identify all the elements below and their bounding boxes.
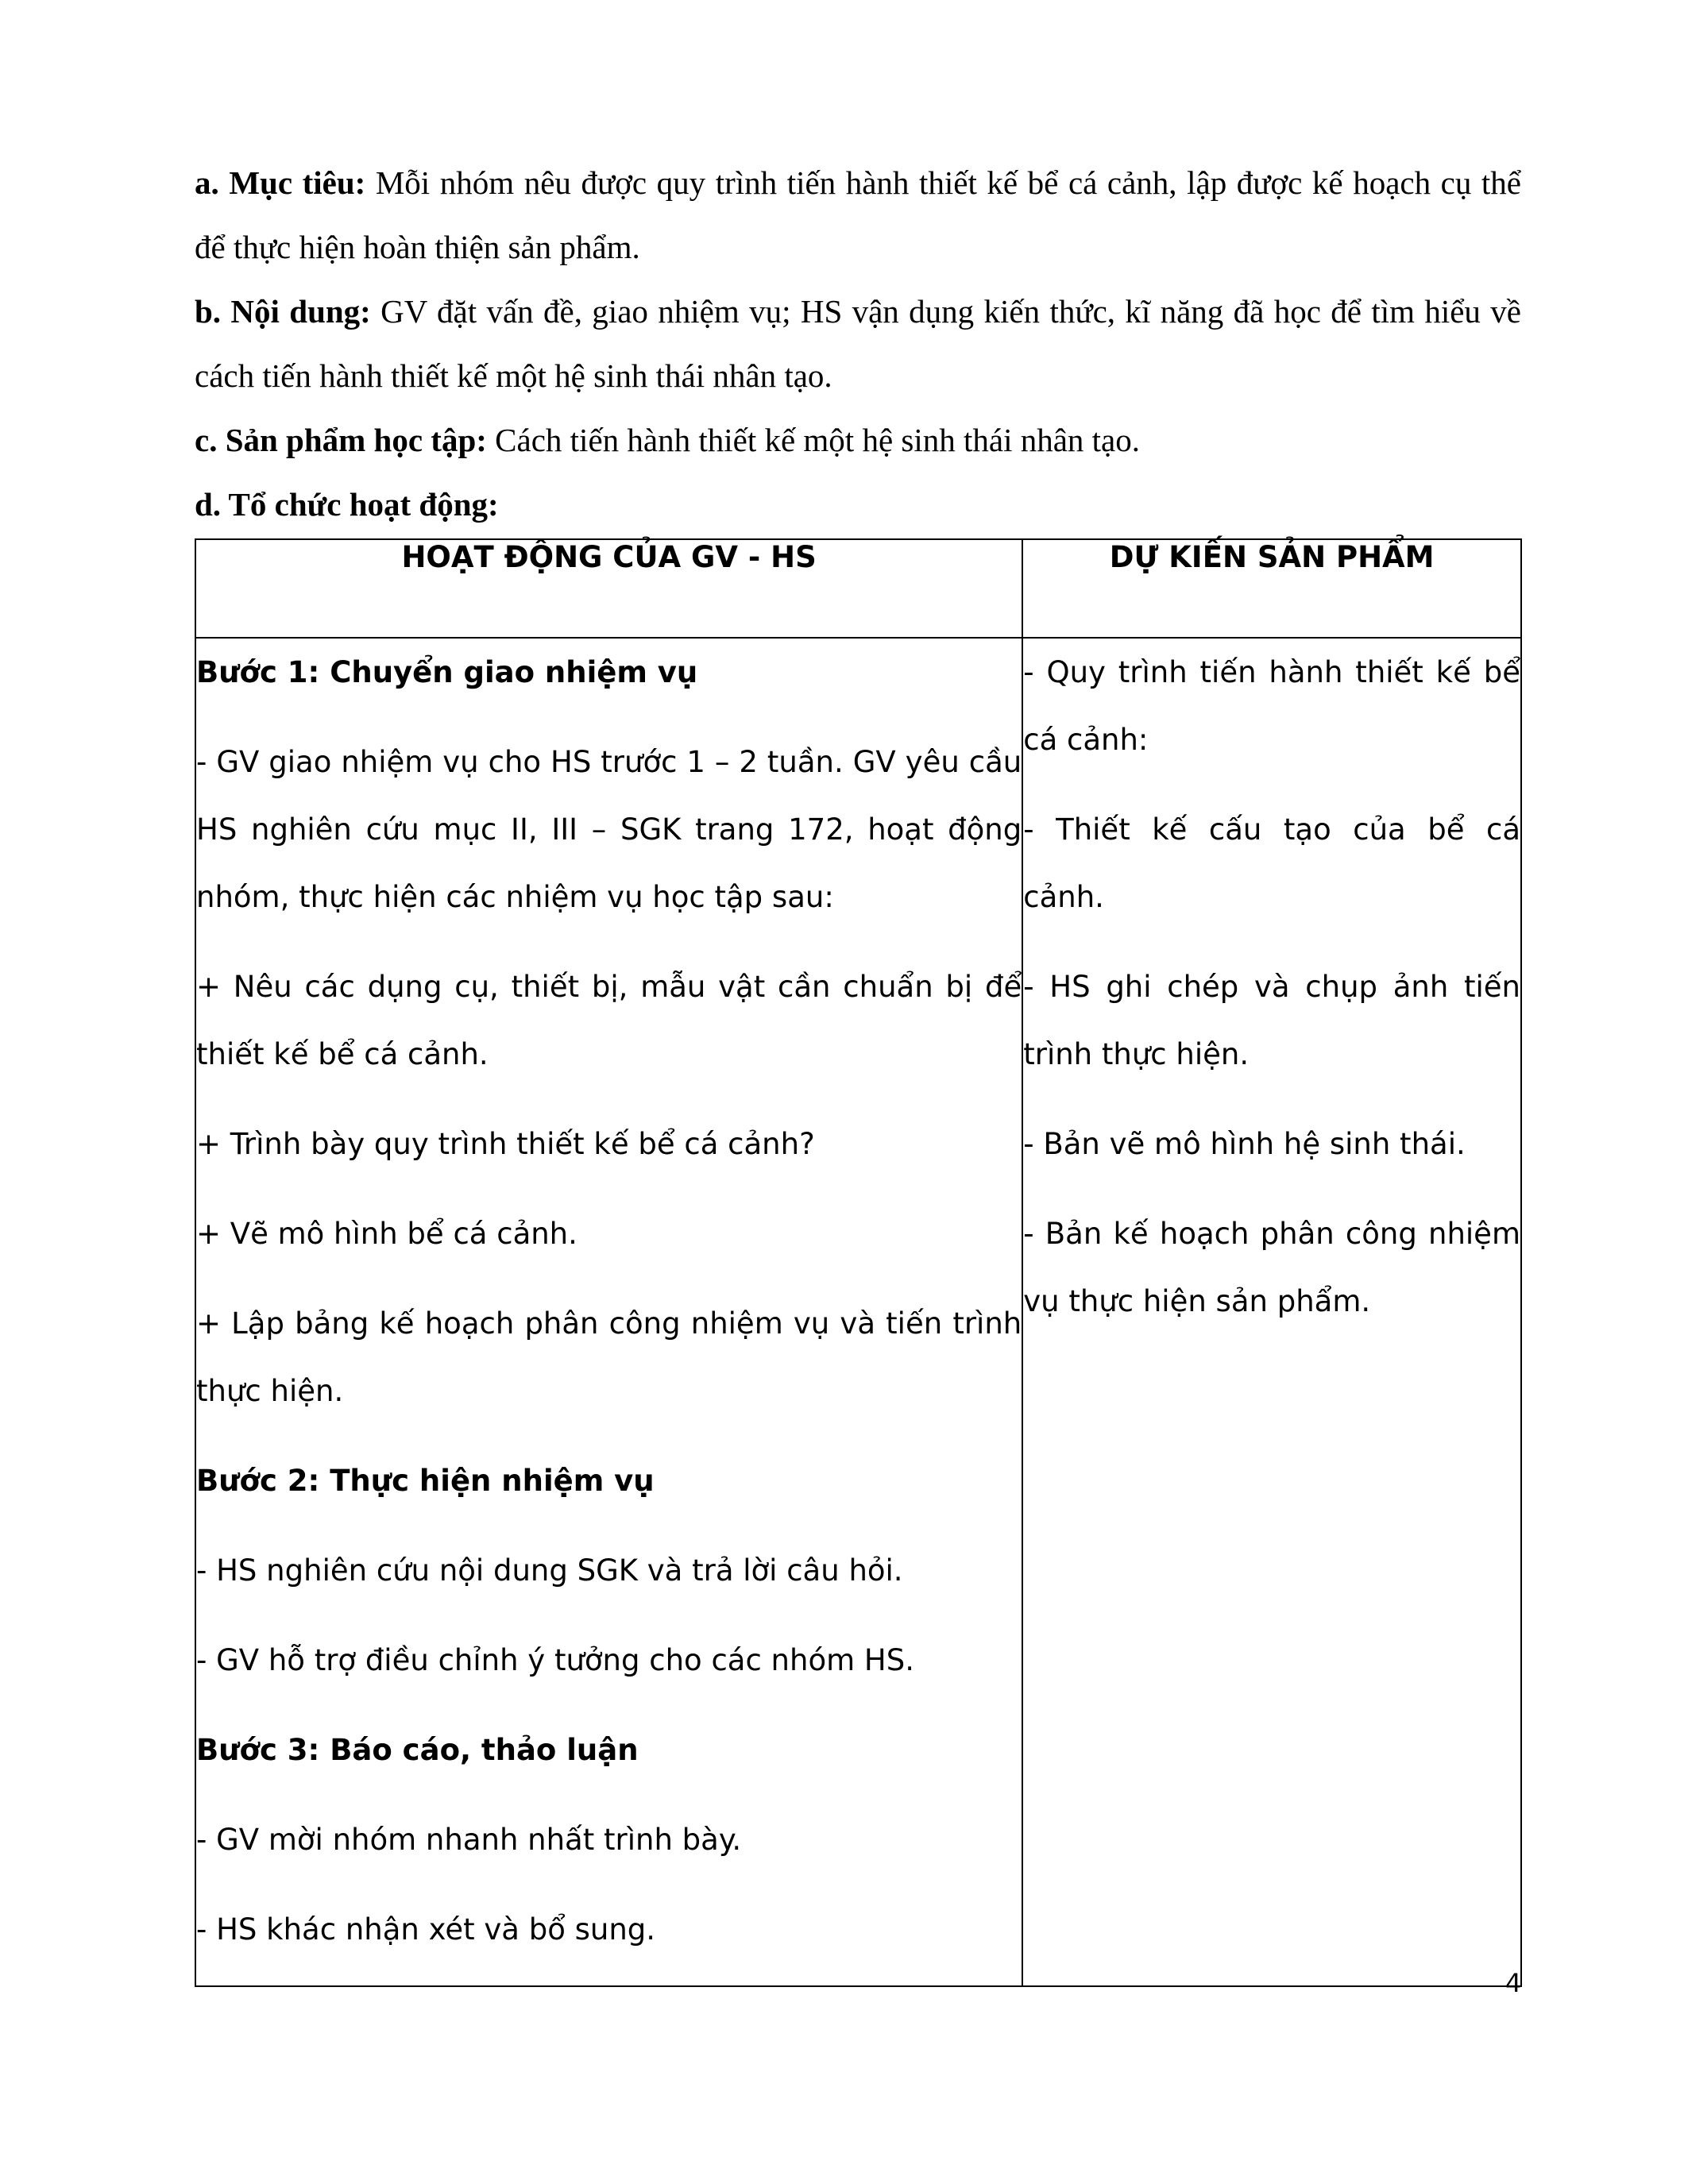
activity-item: - HS khác nhận xét và bổ sung. [196,1912,656,1947]
intro-section [195,151,1521,537]
product-item: - Quy trình tiến hành thiết kế bể cá cảnh: [1023,655,1520,757]
activity-item: + Vẽ mô hình bể cá cảnh. [196,1217,577,1251]
activity-item: - GV giao nhiệm vụ cho HS trước 1 – 2 tuần. GV yêu cầu HS nghiên cứu mục II, III – SGK trang 172, hoạt động nhóm, thực hiện các nhiệm vụ học tập sau: [196,745,1022,914]
page-number: 4 [1505,1968,1522,1998]
activity-item: + Nêu các dụng cụ, thiết bị, mẫu vật cần chuẩn bị để thiết kế bể cá cảnh. [196,970,1022,1071]
activity-table [195,538,1522,1987]
activities-cell [195,638,1022,1986]
table-body-row [195,638,1521,1986]
activity-item: - GV mời nhóm nhanh nhất trình bày. [196,1823,742,1857]
activity-item: + Lập bảng kế hoạch phân công nhiệm vụ và tiến trình thực hiện. [196,1306,1022,1408]
content-paragraph [195,280,1521,408]
product-label: c. Sản phẩm học tập: [195,422,487,458]
objective-label: a. Mục tiêu: [195,164,366,201]
step3-heading: Bước 3: Báo cáo, thảo luận [196,1733,639,1767]
col-header-activities: HOẠT ĐỘNG CỦA GV - HS [195,539,1022,638]
table-header-row [195,539,1521,638]
product-text: Cách tiến hành thiết kế một hệ sinh thái nhân tạo. [486,422,1141,458]
col-header-expected-products: DỰ KIẾN SẢN PHẨM [1022,539,1521,638]
step1-heading: Bước 1: Chuyển giao nhiệm vụ [196,655,698,689]
organization-label: d. Tổ chức hoạt động: [195,486,499,523]
activity-item: - GV hỗ trợ điều chỉnh ý tưởng cho các nhóm HS. [196,1643,914,1677]
organization-paragraph [195,473,1521,537]
expected-products-cell [1022,638,1521,1986]
step2-heading: Bước 2: Thực hiện nhiệm vụ [196,1464,655,1498]
content-text: GV đặt vấn đề, giao nhiệm vụ; HS vận dụng kiến thức, kĩ năng đã học để tìm hiểu về cách tiến hành thiết kế một hệ sinh thái nhân tạo. [195,293,1521,394]
objective-paragraph [195,151,1521,280]
activity-item: - HS nghiên cứu nội dung SGK và trả lời câu hỏi. [196,1553,903,1588]
product-item: - Bản kế hoạch phân công nhiệm vụ thực hiện sản phẩm. [1023,1217,1520,1318]
product-item: - Thiết kế cấu tạo của bể cá cảnh. [1023,812,1520,914]
product-item: - HS ghi chép và chụp ảnh tiến trình thực hiện. [1023,970,1520,1071]
objective-text: Mỗi nhóm nêu được quy trình tiến hành thiết kế bể cá cảnh, lập được kế hoạch cụ thể để thực hiện hoàn thiện sản phẩm. [195,164,1521,265]
content-label: b. Nội dung: [195,293,371,330]
product-item: - Bản vẽ mô hình hệ sinh thái. [1023,1127,1466,1161]
activity-item: + Trình bày quy trình thiết kế bể cá cảnh? [196,1127,815,1161]
product-paragraph [195,408,1521,473]
